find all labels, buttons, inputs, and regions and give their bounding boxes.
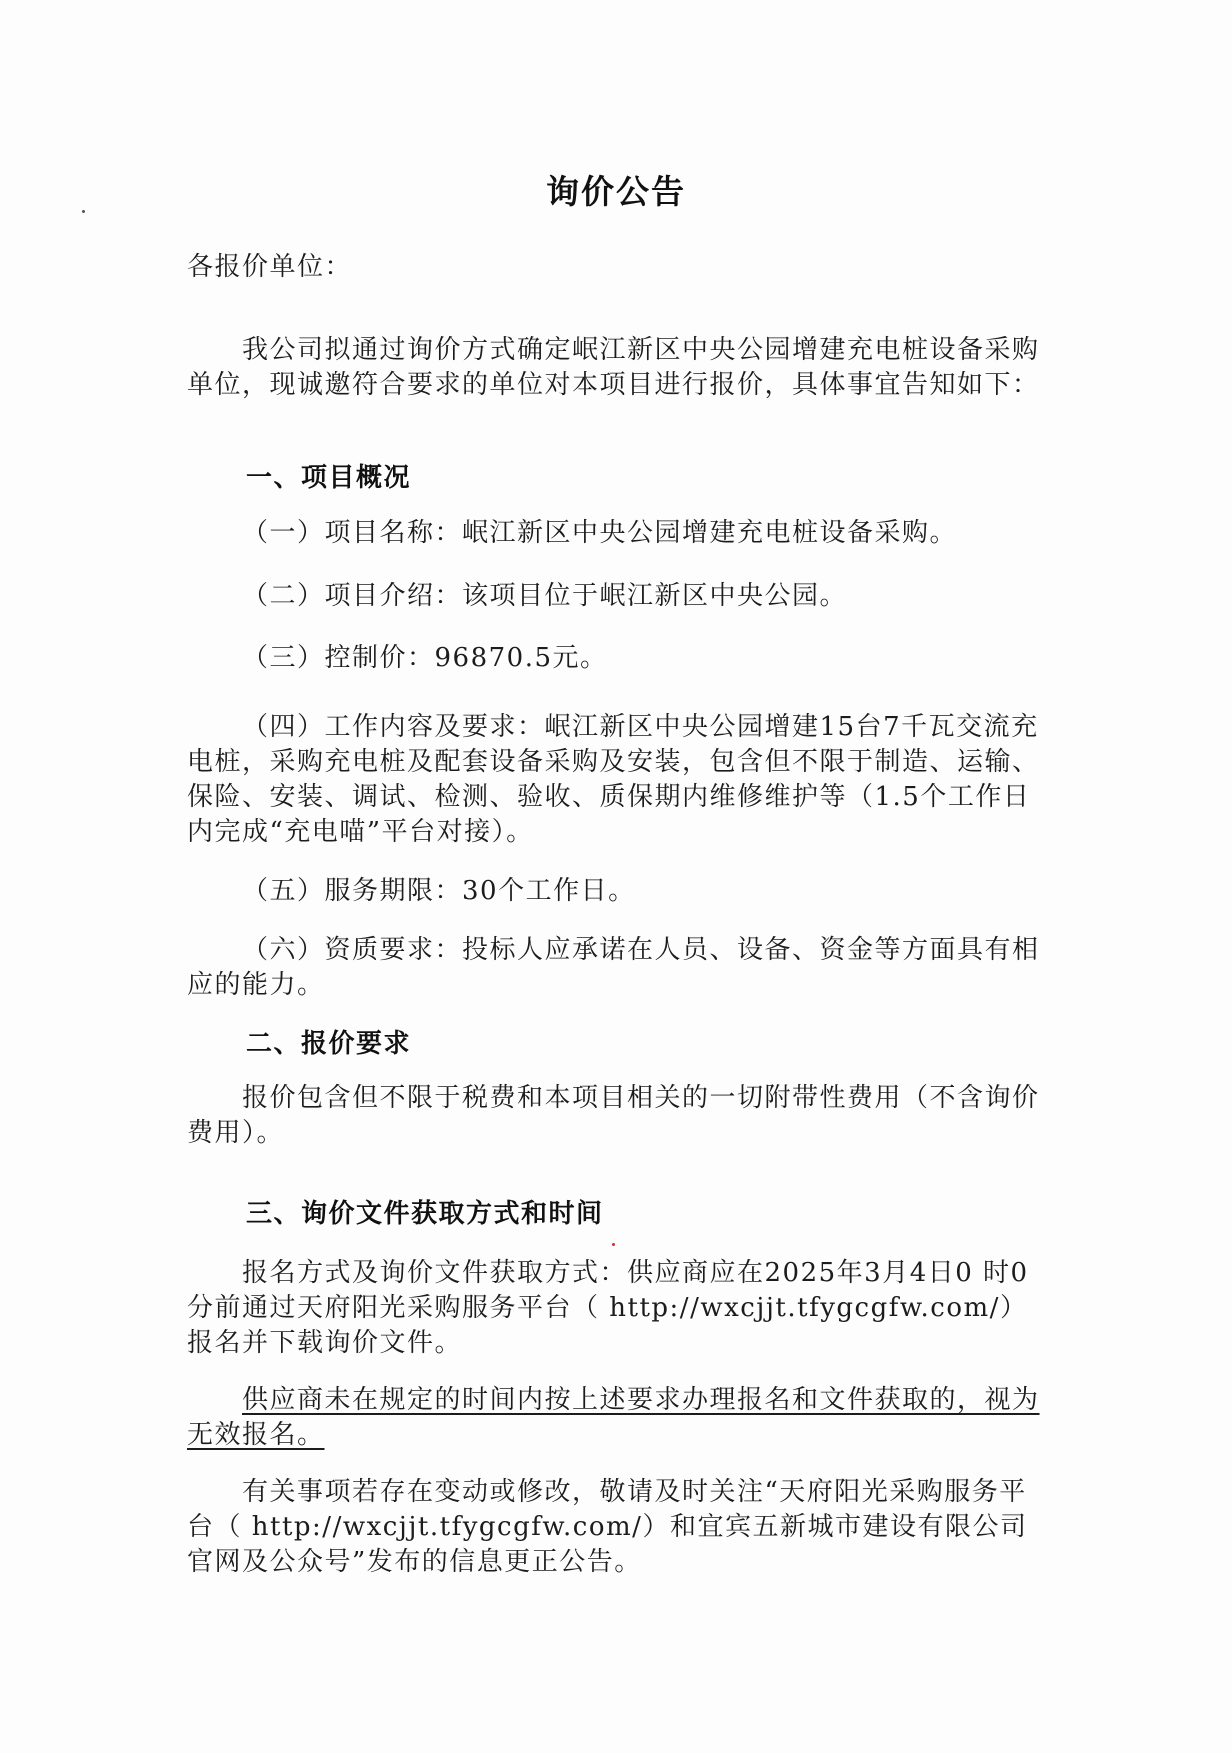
section-heading-overview: 一、项目概况 xyxy=(246,463,412,493)
scan-speck xyxy=(612,1243,615,1246)
item-control-price: （三）控制价：96870.5元。 xyxy=(242,643,608,673)
document-title: 询价公告 xyxy=(546,172,686,211)
quote-requirements: 报价包含但不限于税费和本项目相关的一切附带性费用（不含询价费用）。 xyxy=(187,1083,1040,1148)
scan-speck xyxy=(82,210,85,213)
section-heading-acquisition: 三、询价文件获取方式和时间 xyxy=(246,1199,604,1229)
item-qualification: （六）资质要求：投标人应承诺在人员、设备、资金等方面具有相应的能力。 xyxy=(187,935,1040,1000)
acquisition-method: 报名方式及询价文件获取方式：供应商应在2025年3月4日0 时0分前通过天府阳光采购服务平台（ http://wxcjjt.tfygcgfw.com/）报名并下载询价文件。 xyxy=(187,1258,1029,1358)
changes-notice: 有关事项若存在变动或修改，敬请及时关注“天府阳光采购服务平台（ http://wxcjjt.tfygcgfw.com/）和宜宾五新城市建设有限公司官网及公众号”发布的信息更正公告。 xyxy=(187,1477,1028,1577)
salutation: 各报价单位： xyxy=(187,252,353,282)
invalid-registration-notice: 供应商未在规定的时间内按上述要求办理报名和文件获取的，视为无效报名。 xyxy=(187,1385,1040,1450)
item-work-content: （四）工作内容及要求：岷江新区中央公园增建15台7千瓦交流充电桩，采购充电桩及配套设备采购及安装，包含但不限于制造、运输、保险、安装、调试、检测、验收、质保期内维修维护等（1.5个工作日内完成“充电喵”平台对接）。 xyxy=(187,712,1040,847)
item-project-intro: （二）项目介绍：该项目位于岷江新区中央公园。 xyxy=(242,581,848,611)
section-heading-quote: 二、报价要求 xyxy=(246,1029,412,1059)
item-project-name: （一）项目名称：岷江新区中央公园增建充电桩设备采购。 xyxy=(242,518,958,548)
intro-paragraph: 我公司拟通过询价方式确定岷江新区中央公园增建充电桩设备采购单位，现诚邀符合要求的单位对本项目进行报价，具体事宜告知如下： xyxy=(187,335,1040,400)
item-service-period: （五）服务期限：30个工作日。 xyxy=(242,876,636,906)
